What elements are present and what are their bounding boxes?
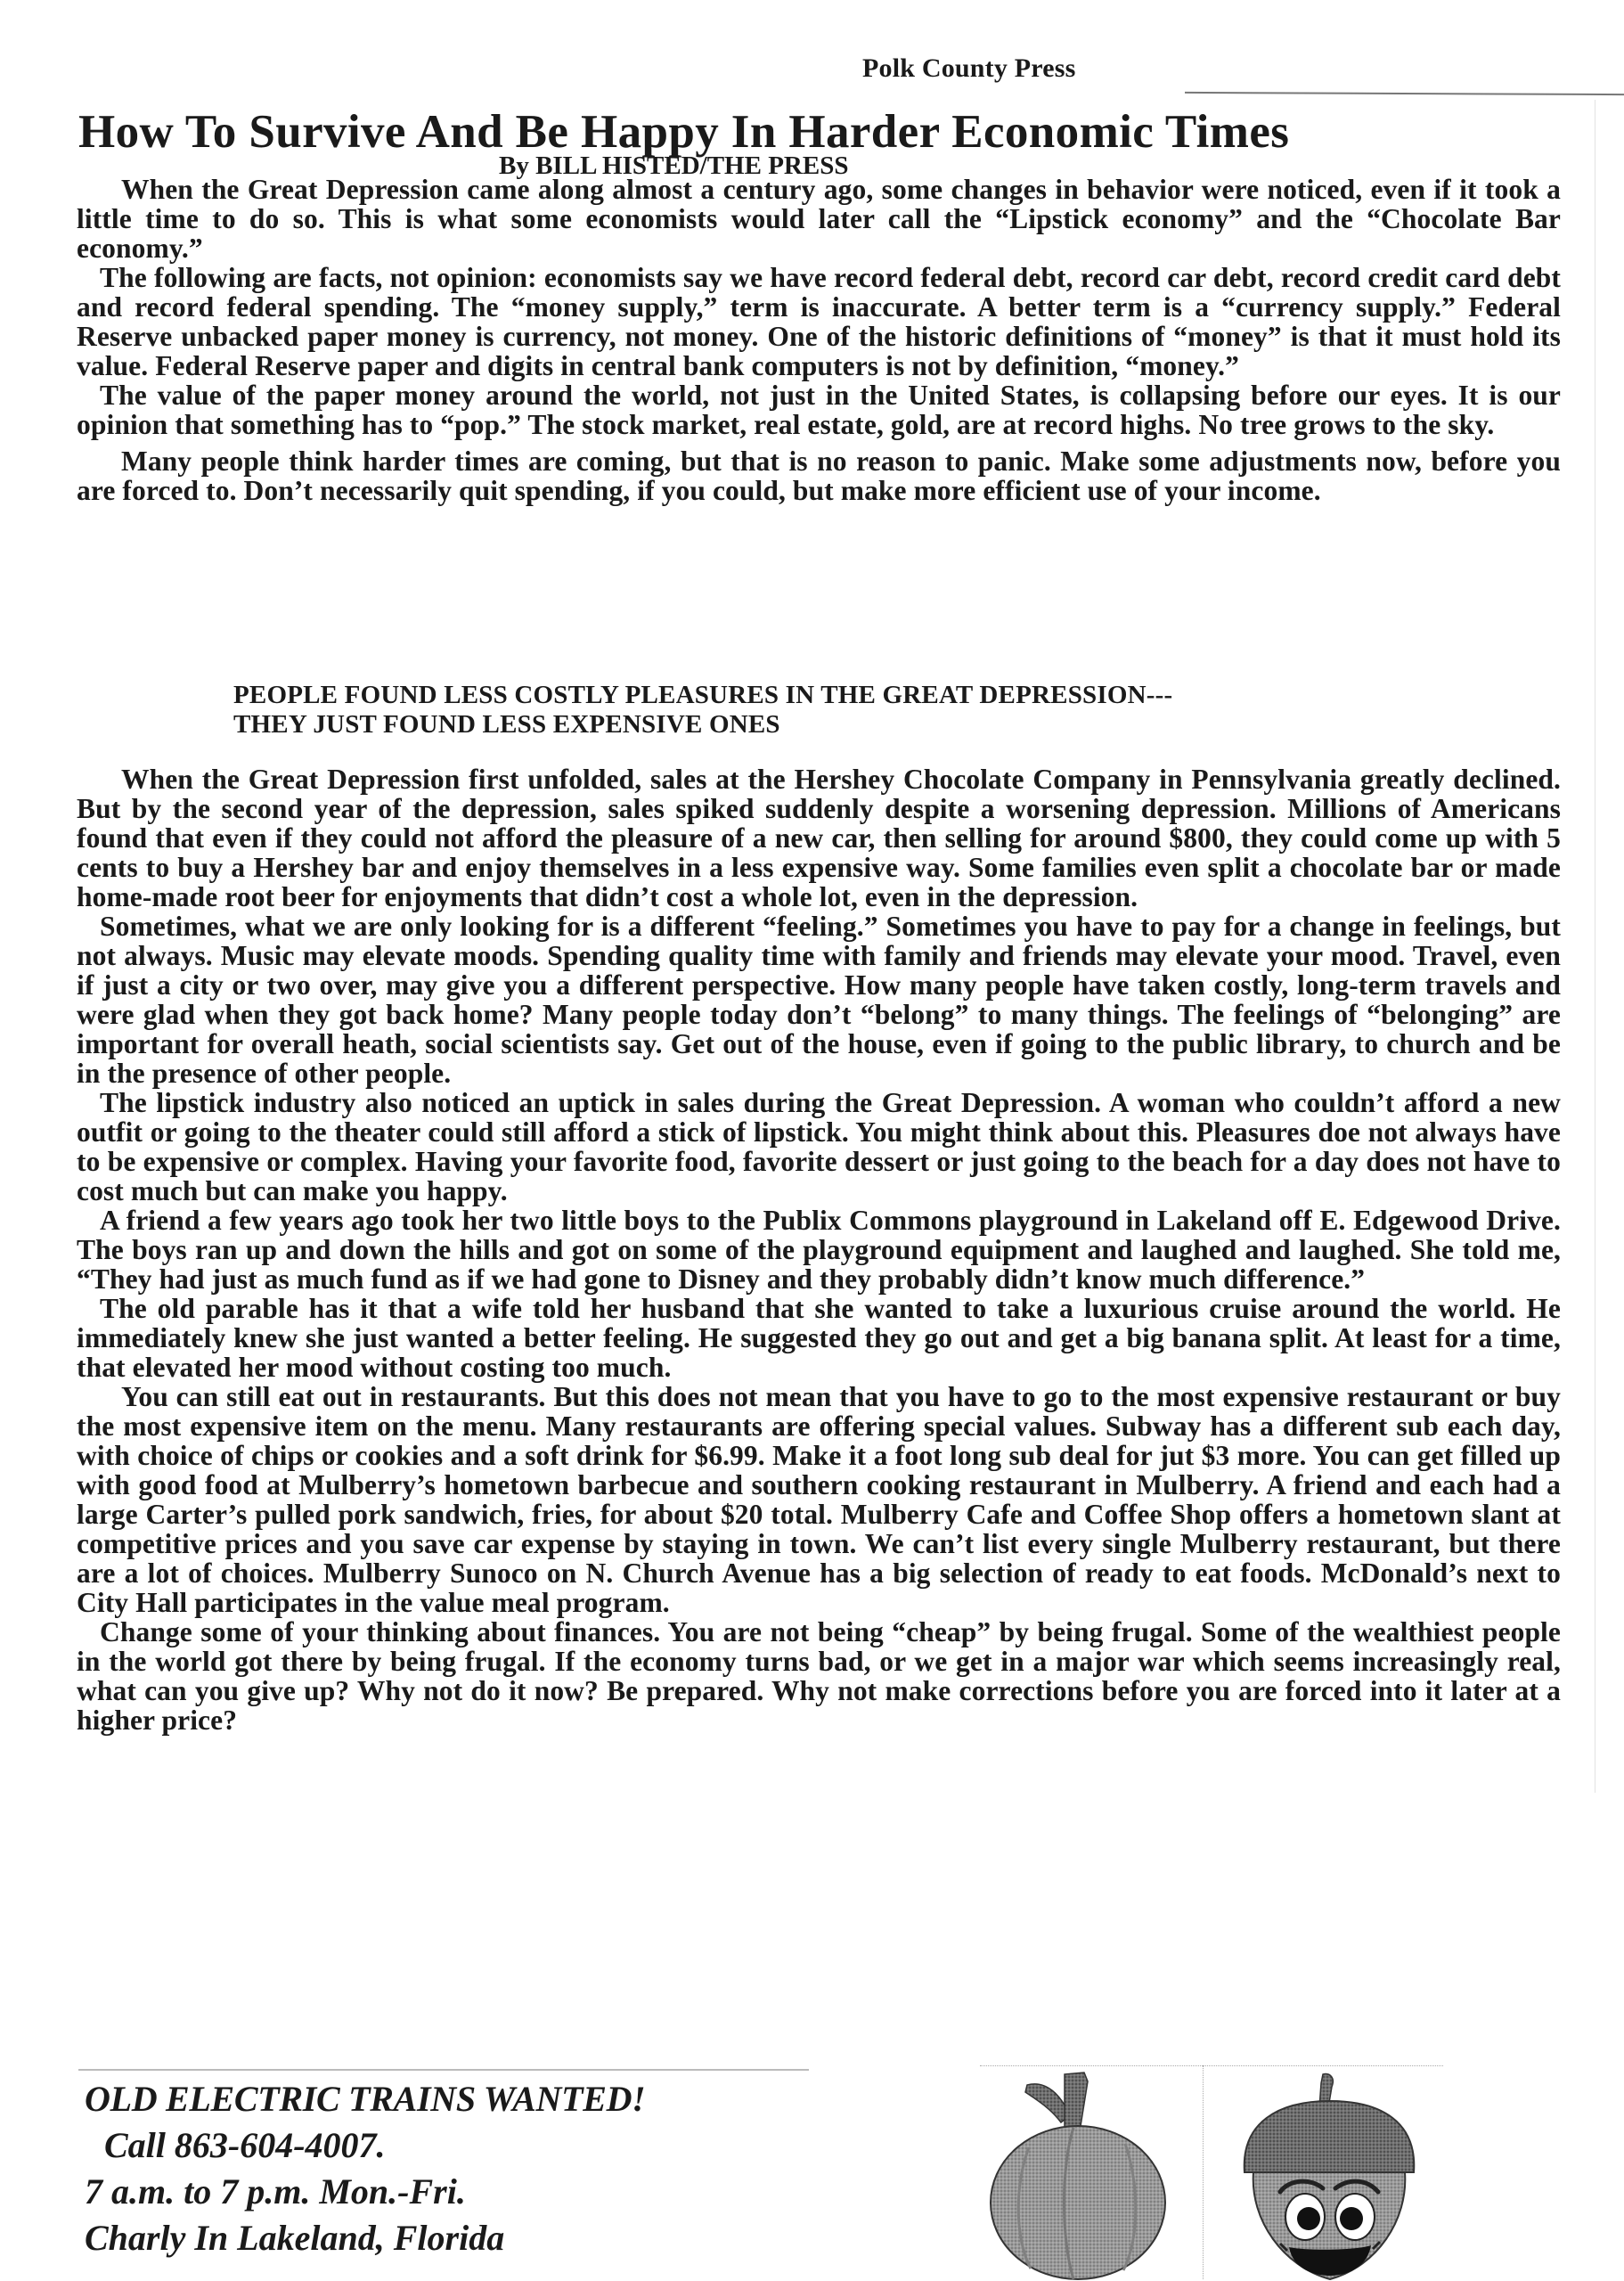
section-heading-line: THEY JUST FOUND LESS EXPENSIVE ONES bbox=[233, 710, 780, 739]
intro-paragraph: Many people think harder times are coming, but that is no reason to panic. Make some adjustments now, before you are forced to. Don’t necessarily quit spending, if you could, but make more efficient use of your income. bbox=[77, 446, 1561, 506]
ad-hours: 7 a.m. to 7 p.m. Mon.-Fri. bbox=[85, 2171, 466, 2212]
article-intro bbox=[77, 175, 1561, 505]
masthead-rule bbox=[1185, 92, 1624, 95]
section-paragraph: When the Great Depression first unfolded, sales at the Hershey Chocolate Company in Pennsylvania greatly declined. But by the second year of the depression, sales spiked suddenly despite a worsening depression. Millions of Americans found that even if they could not afford the pleasure of a new car, then selling for around $800, they could come up with 5 cents to buy a Hershey bar and enjoy themselves in a less expensive way. Some families even split a chocolate bar or made home-made root beer for enjoyments that didn’t cost a whole lot, even in the depression. bbox=[77, 764, 1561, 912]
section-paragraph: The lipstick industry also noticed an uptick in sales during the Great Depression. A woman who couldn’t afford a new outfit or going to the theater could still afford a stick of lipstick. You might think about this. Pleasures doe not always have to be expensive or complex. Having your favorite food, favorite dessert or just going to the beach for a day does not have to cost much but can make you happy. bbox=[77, 1087, 1561, 1206]
intro-paragraph: The value of the paper money around the world, not just in the United States, is collapsing before our eyes. It is our opinion that something has to “pop.” The stock market, real estate, gold, are at record highs. No tree grows to the sky. bbox=[77, 380, 1561, 440]
section-paragraph: You can still eat out in restaurants. But this does not mean that you have to go to the most expensive restaurant or buy the most expensive item on the menu. Many restaurants are offering special values. Subway has a different sub each day, with choice of chips or cookies and a soft drink for $6.99. Make it a foot long sub deal for jut $3 more. You can get filled up with good food at Mulberry’s hometown barbecue and southern cooking restaurant in Mulberry. A friend and each had a large Carter’s pulled pork sandwich, fries, for about $20 total. Mulberry Cafe and Coffee Shop offers a hometown slant at competitive prices and you save car expense by staying in town. We can’t list every single Mulberry restaurant, but there are a lot of choices. Mulberry Sunoco on N. Church Avenue has a big selection of ready to eat foods. McDonald’s next to City Hall participates in the value meal program. bbox=[77, 1381, 1561, 1618]
section-paragraph: Change some of your thinking about finances. You are not being “cheap” by being frugal. Some of the wealthiest people in the world got there by being frugal. If the economy turns bad, or we get in a major war which seems increasingly real, what can you give up? Why not do it now? Be prepared. Why not make corrections before you are forced into it later at a higher price? bbox=[77, 1616, 1561, 1736]
pumpkin-icon bbox=[975, 2069, 1180, 2281]
section-paragraph: The old parable has it that a wife told her husband that she wanted to take a luxurious cruise around the world. He immediately knew she just wanted a better feeling. He suggested they go out and get a big banana split. At least for a time, that elevated her mood without costing too much. bbox=[77, 1293, 1561, 1383]
section-heading-line: PEOPLE FOUND LESS COSTLY PLEASURES IN THE GREAT DEPRESSION--- bbox=[233, 681, 1173, 709]
section-paragraph: A friend a few years ago took her two little boys to the Publix Commons playground in Lakeland off E. Edgewood Drive. The boys ran up and down the hills and got on some of the playground equipment and laughed and laughed. She told me, “They had just as much fund as if we had gone to Disney and they probably didn’t know much difference.” bbox=[77, 1205, 1561, 1295]
intro-paragraph: The following are facts, not opinion: economists say we have record federal debt, record car debt, record credit card debt and record federal spending. The “money supply,” term is inaccurate. A better term is a “currency supply.” Federal Reserve unbacked paper money is currency, not money. One of the historic definitions of “money” is that it must hold its value. Federal Reserve paper and digits in central bank computers is not by definition, “money.” bbox=[77, 262, 1561, 381]
ad-headline: OLD ELECTRIC TRAINS WANTED! bbox=[85, 2079, 646, 2119]
ad-top-rule bbox=[78, 2069, 809, 2071]
section-heading bbox=[233, 681, 1172, 740]
article-headline: How To Survive And Be Happy In Harder Economic Times bbox=[78, 106, 1290, 158]
ad-phone: Call 863-604-4007. bbox=[104, 2125, 386, 2165]
clipart-divider bbox=[1203, 2065, 1204, 2279]
classified-ad bbox=[85, 2076, 645, 2261]
acorn-face-icon bbox=[1234, 2069, 1425, 2281]
publication-name: Polk County Press bbox=[862, 53, 1076, 83]
intro-paragraph: When the Great Depression came along almost a century ago, some changes in behavior were noticed, even if it took a little time to do so. This is what some economists would later call the “Lipstick economy” and the “Chocolate Bar economy.” bbox=[77, 174, 1561, 264]
section-paragraph: Sometimes, what we are only looking for is a different “feeling.” Sometimes you have to pay for a change in feelings, but not always. Music may elevate moods. Spending quality time with family and friends may elevate your mood. Travel, even if just a city or two over, may give you a different perspective. How many people have taken costly, long-term travels and were glad when they got back home? Many people today don’t “belong” to many things. The feelings of “belonging” are important for overall heath, social scientists say. Get out of the house, even if going to the public library, to church and be in the presence of other people. bbox=[77, 911, 1561, 1089]
ad-contact: Charly In Lakeland, Florida bbox=[85, 2218, 505, 2258]
article-byline: By BILL HISTED/THE PRESS bbox=[499, 151, 849, 180]
article-section-body bbox=[77, 764, 1561, 1735]
